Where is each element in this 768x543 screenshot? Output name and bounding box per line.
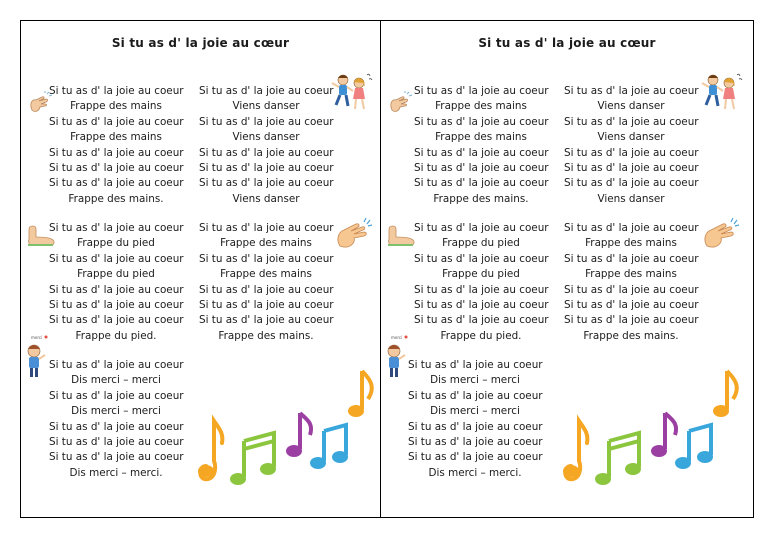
music-notes-icon — [561, 351, 741, 501]
verse-dis-merci — [49, 358, 183, 481]
lyric-line: Si tu as d' la joie au coeur — [414, 161, 549, 174]
lyric-line: Si tu as d' la joie au coeur — [199, 177, 334, 190]
clapping-hand-icon — [387, 91, 413, 115]
lyric-line: Si tu as d' la joie au coeur — [564, 85, 699, 97]
lyric-line: Frappe des mains — [585, 237, 677, 250]
lyric-line: Si tu as d' la joie au coeur — [564, 222, 699, 234]
lyric-line: Si tu as d' la joie au coeur — [199, 314, 334, 327]
lyric-line: Si tu as d' la joie au coeur — [414, 85, 549, 97]
lyric-line: Dis merci – merci — [71, 374, 161, 387]
lyric-line: Viens danser — [232, 192, 300, 205]
boy-saying-thanks-icon — [23, 331, 51, 381]
lyric-line: Si tu as d' la joie au coeur — [49, 177, 184, 190]
lyric-line: Si tu as d' la joie au coeur — [414, 115, 549, 128]
verse-viens-danser — [199, 84, 333, 207]
music-notes-icon — [196, 351, 376, 501]
lyric-line: Si tu as d' la joie au coeur — [49, 314, 184, 327]
lyric-line: Si tu as d' la joie au coeur — [199, 146, 334, 159]
song-title: Si tu as d' la joie au cœur — [111, 36, 290, 50]
lyric-line: Si tu as d' la joie au coeur — [49, 435, 184, 448]
lyric-line: Frappe des mains — [585, 268, 677, 281]
lyric-line: Si tu as d' la joie au coeur — [564, 252, 699, 265]
lyric-line: Si tu as d' la joie au coeur — [49, 283, 184, 296]
foot-icon — [26, 225, 56, 247]
lyric-line: Frappe du pied. — [440, 329, 522, 342]
svg-text:merci: merci — [31, 335, 43, 340]
lyric-line: Frappe des mains — [70, 100, 162, 113]
lyric-line: Si tu as d' la joie au coeur — [414, 283, 549, 296]
verse-frappe-du-pied — [49, 221, 183, 344]
lyric-line: Dis merci – merci — [430, 374, 520, 387]
lyric-line: Frappe du pied — [77, 268, 155, 281]
lyric-line: Frappe des mains. — [68, 192, 164, 205]
lyric-line: Si tu as d' la joie au coeur — [49, 389, 184, 402]
song-sheet-left — [20, 20, 381, 518]
lyric-line: Si tu as d' la joie au coeur — [408, 451, 543, 464]
lyric-line: Viens danser — [597, 100, 665, 113]
lyric-line: Si tu as d' la joie au coeur — [49, 298, 184, 311]
lyric-line: Si tu as d' la joie au coeur — [408, 359, 543, 371]
lyric-line: Frappe des mains — [70, 131, 162, 144]
lyric-line: Si tu as d' la joie au coeur — [414, 252, 549, 265]
verse-frappe-des-mains-2 — [199, 221, 333, 344]
lyric-line: Viens danser — [232, 100, 300, 113]
lyric-line: Si tu as d' la joie au coeur — [199, 161, 334, 174]
lyric-line: Si tu as d' la joie au coeur — [564, 177, 699, 190]
lyric-line: Si tu as d' la joie au coeur — [414, 222, 549, 234]
lyric-line: Frappe des mains — [435, 131, 527, 144]
lyric-line: Si tu as d' la joie au coeur — [408, 435, 543, 448]
lyric-line: Si tu as d' la joie au coeur — [199, 115, 334, 128]
verse-dis-merci — [408, 358, 542, 481]
verse-frappe-des-mains — [49, 84, 183, 207]
lyric-line: Frappe des mains — [220, 268, 312, 281]
lyric-line: Si tu as d' la joie au coeur — [199, 85, 334, 97]
lyric-line: Si tu as d' la joie au coeur — [199, 222, 334, 234]
verse-frappe-des-mains — [414, 84, 548, 207]
lyric-line: Si tu as d' la joie au coeur — [49, 146, 184, 159]
dancing-children-icon — [699, 71, 743, 113]
lyric-line: Frappe des mains. — [218, 329, 314, 342]
clapping-hands-icon — [699, 216, 743, 252]
lyric-line: Dis merci – merci. — [69, 466, 163, 479]
lyric-line: Frappe des mains. — [433, 192, 529, 205]
foot-icon — [386, 225, 416, 247]
lyric-line: Si tu as d' la joie au coeur — [49, 451, 184, 464]
lyric-line: Si tu as d' la joie au coeur — [414, 314, 549, 327]
lyric-line: Si tu as d' la joie au coeur — [49, 115, 184, 128]
lyric-line: Dis merci – merci. — [428, 466, 522, 479]
lyric-line: Frappe des mains — [435, 100, 527, 113]
lyric-line: Frappe du pied — [77, 237, 155, 250]
lyric-line: Dis merci – merci — [71, 405, 161, 418]
lyric-line: Si tu as d' la joie au coeur — [49, 252, 184, 265]
clapping-hand-icon — [27, 91, 53, 115]
lyric-line: Si tu as d' la joie au coeur — [564, 146, 699, 159]
svg-text:merci: merci — [391, 335, 403, 340]
lyric-line: Viens danser — [597, 192, 665, 205]
lyric-line: Si tu as d' la joie au coeur — [49, 420, 184, 433]
verse-frappe-des-mains-2 — [564, 221, 698, 344]
lyric-line: Si tu as d' la joie au coeur — [49, 85, 184, 97]
verse-viens-danser — [564, 84, 698, 207]
verse-frappe-du-pied — [414, 221, 548, 344]
lyric-line: Si tu as d' la joie au coeur — [564, 314, 699, 327]
lyric-line: Frappe du pied — [442, 268, 520, 281]
lyric-line: Si tu as d' la joie au coeur — [199, 283, 334, 296]
lyric-line: Si tu as d' la joie au coeur — [564, 161, 699, 174]
lyric-line: Si tu as d' la joie au coeur — [408, 420, 543, 433]
lyric-line: Si tu as d' la joie au coeur — [414, 298, 549, 311]
lyric-line: Si tu as d' la joie au coeur — [49, 359, 184, 371]
lyric-line: Si tu as d' la joie au coeur — [408, 389, 543, 402]
lyric-line: Si tu as d' la joie au coeur — [49, 161, 184, 174]
lyric-line: Frappe du pied. — [75, 329, 157, 342]
lyric-line: Frappe des mains — [220, 237, 312, 250]
lyric-line: Si tu as d' la joie au coeur — [564, 115, 699, 128]
lyric-line: Viens danser — [232, 131, 300, 144]
lyric-line: Si tu as d' la joie au coeur — [414, 177, 549, 190]
song-title: Si tu as d' la joie au cœur — [478, 36, 656, 50]
lyric-line: Si tu as d' la joie au coeur — [414, 146, 549, 159]
song-sheet-right — [380, 20, 754, 518]
lyric-line: Viens danser — [597, 131, 665, 144]
lyric-line: Frappe du pied — [442, 237, 520, 250]
lyric-line: Frappe des mains. — [583, 329, 679, 342]
lyric-line: Si tu as d' la joie au coeur — [564, 298, 699, 311]
clapping-hands-icon — [332, 216, 376, 252]
lyric-line: Dis merci – merci — [430, 405, 520, 418]
lyric-line: Si tu as d' la joie au coeur — [199, 252, 334, 265]
lyric-line: Si tu as d' la joie au coeur — [564, 283, 699, 296]
dancing-children-icon — [329, 71, 373, 113]
lyric-line: Si tu as d' la joie au coeur — [199, 298, 334, 311]
boy-saying-thanks-icon — [383, 331, 411, 381]
lyric-line: Si tu as d' la joie au coeur — [49, 222, 184, 234]
